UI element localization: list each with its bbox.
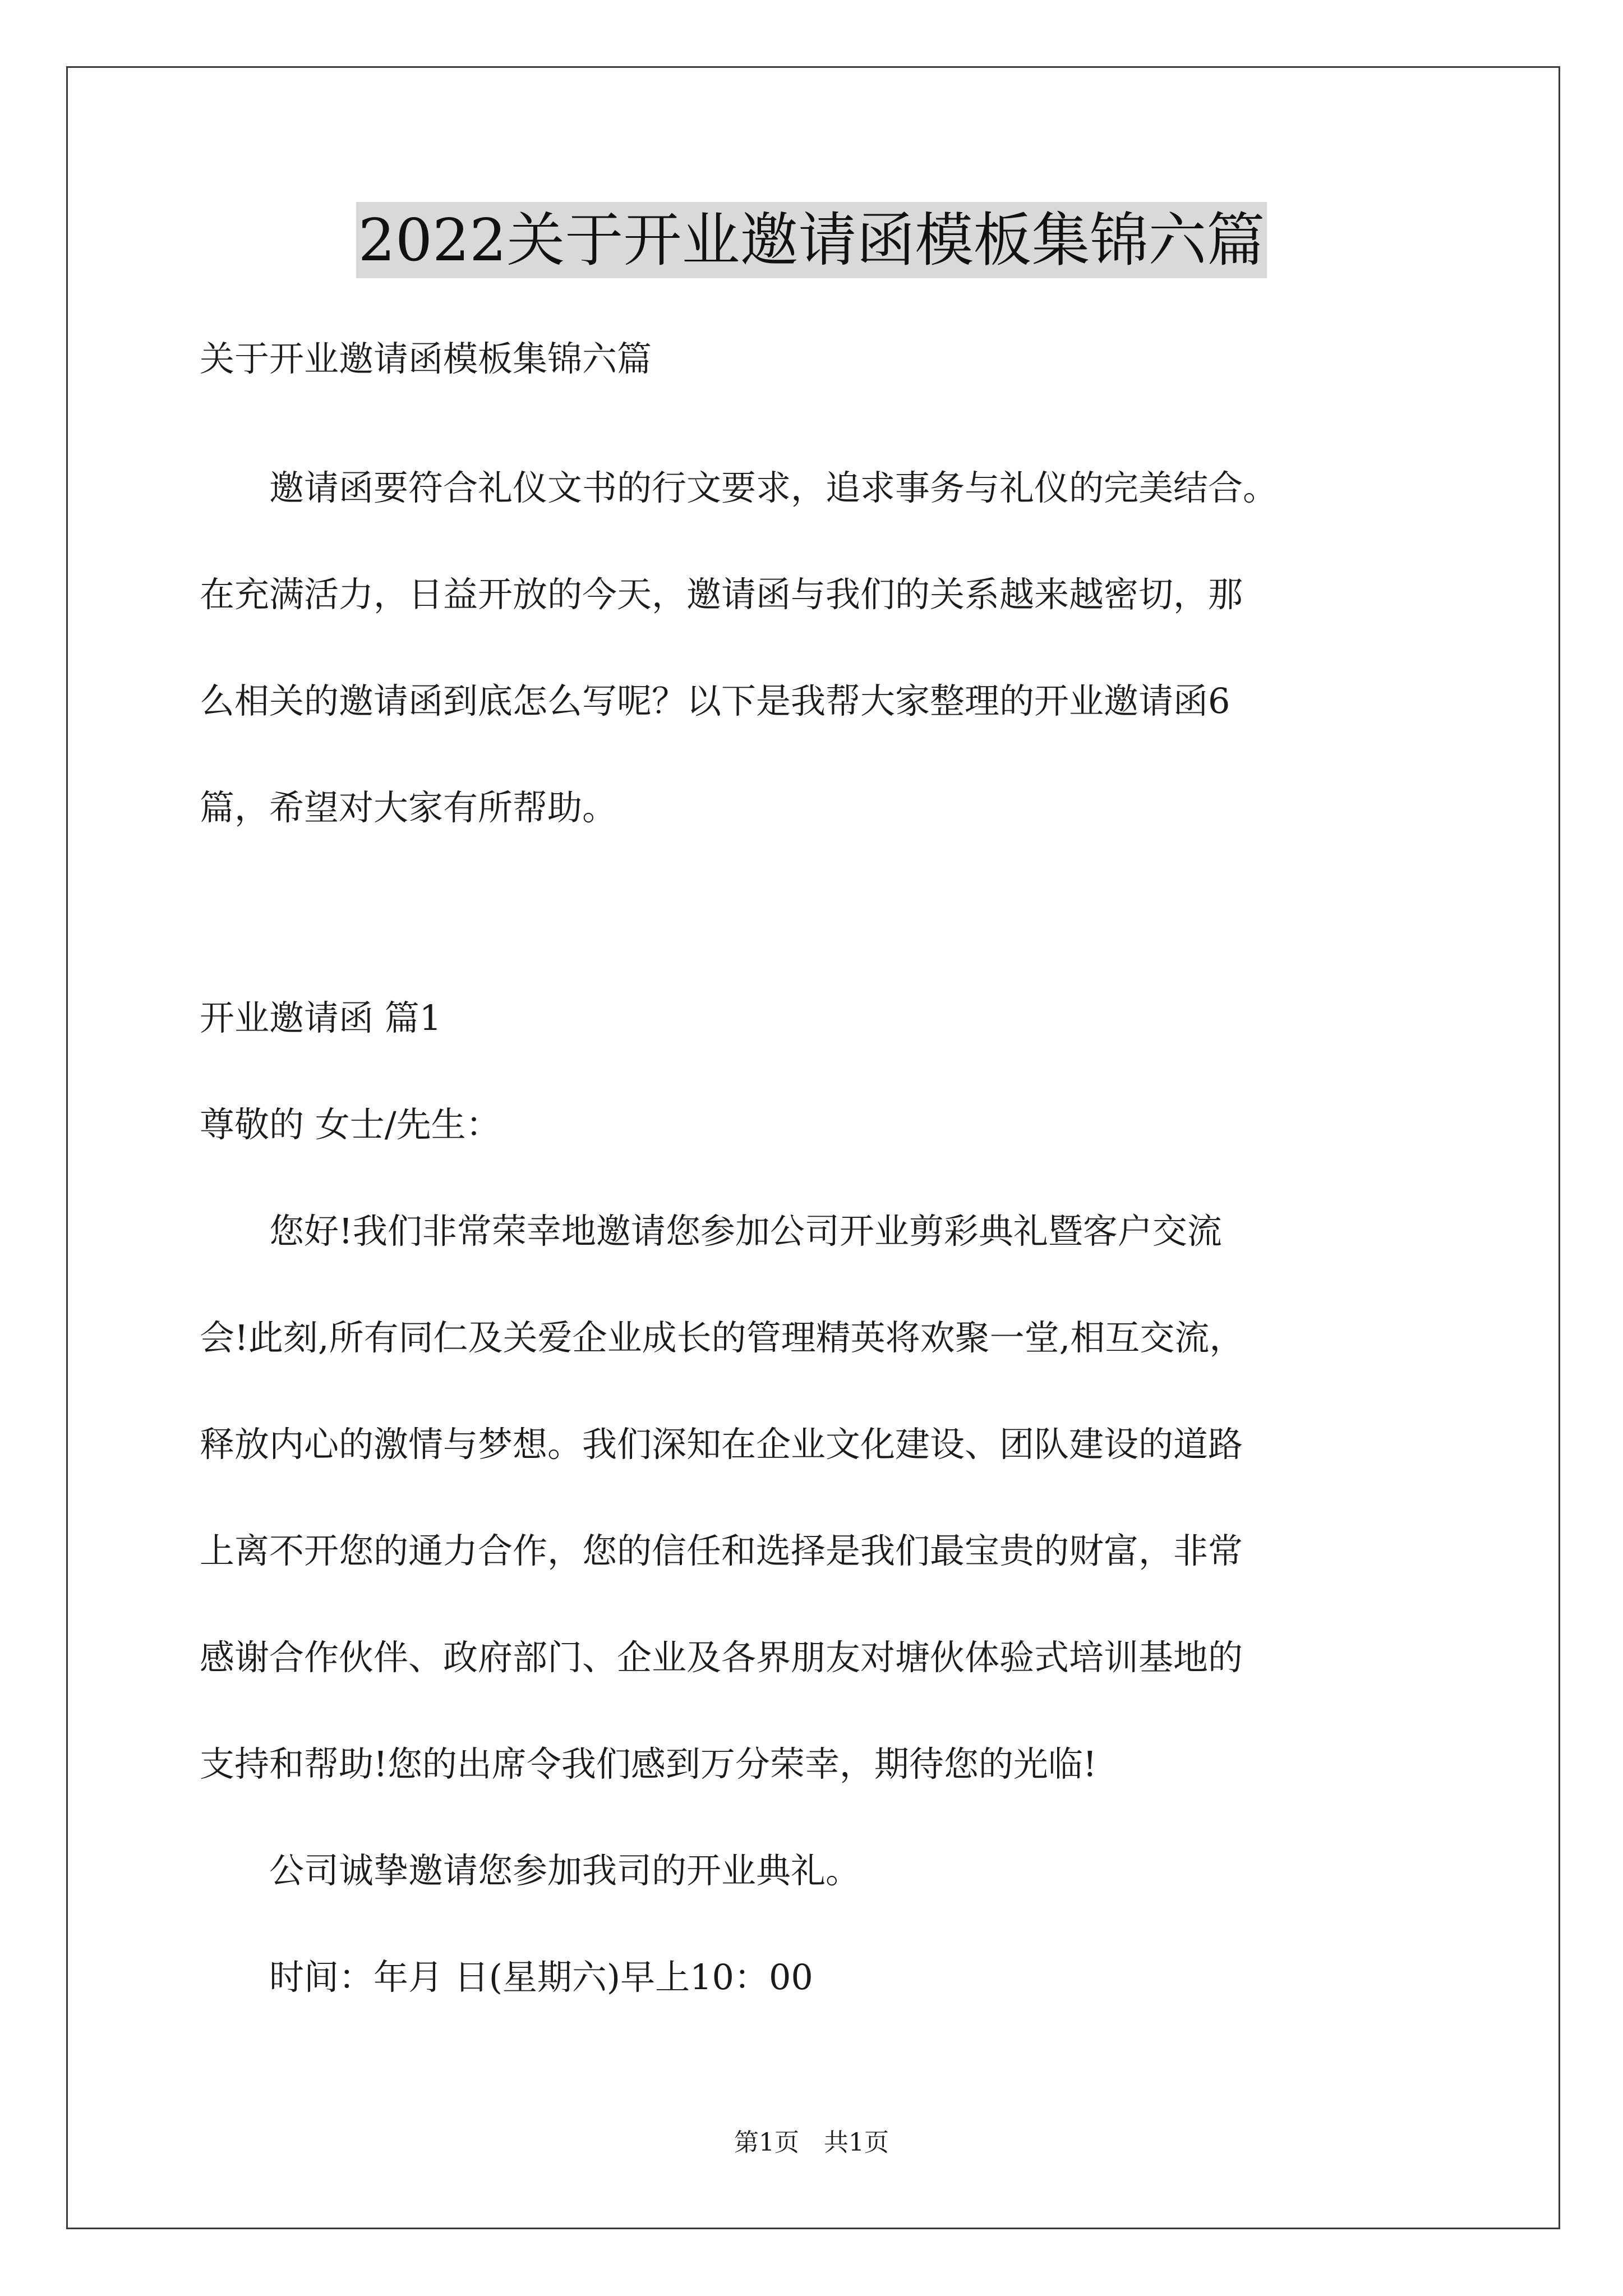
section-heading: 开业邀请函 篇1 bbox=[200, 997, 442, 1038]
time-line: 时间：年月 日(星期六)早上10：00 bbox=[200, 1957, 813, 1998]
page-footer: 第1页 共1页 bbox=[734, 2128, 889, 2157]
salutation: 尊敬的 女士/先生： bbox=[200, 1104, 501, 1145]
title-container bbox=[0, 202, 1623, 278]
document-subtitle: 关于开业邀请函模板集锦六篇 bbox=[200, 338, 652, 379]
intro-line-3: 么相关的邀请函到底怎么写呢？以下是我帮大家整理的开业邀请函6 bbox=[200, 680, 1230, 721]
intro-line-2: 在充满活力，日益开放的今天，邀请函与我们的关系越来越密切，那 bbox=[200, 574, 1243, 615]
letter-line-5: 感谢合作伙伴、政府部门、企业及各界朋友对塘伙体验式培训基地的 bbox=[200, 1637, 1243, 1678]
intro-line-1: 邀请函要符合礼仪文书的行文要求，追求事务与礼仪的完美结合。 bbox=[200, 467, 1278, 508]
invite-line: 公司诚挚邀请您参加我司的开业典礼。 bbox=[200, 1850, 861, 1891]
letter-line-2: 会!此刻,所有同仁及关爱企业成长的管理精英将欢聚一堂,相互交流， bbox=[200, 1317, 1244, 1358]
intro-line-4: 篇，希望对大家有所帮助。 bbox=[200, 787, 617, 828]
document-title: 2022关于开业邀请函模板集锦六篇 bbox=[356, 202, 1267, 278]
letter-line-1: 您好!我们非常荣幸地邀请您参加公司开业剪彩典礼暨客户交流 bbox=[200, 1211, 1222, 1251]
letter-line-4: 上离不开您的通力合作，您的信任和选择是我们最宝贵的财富，非常 bbox=[200, 1530, 1243, 1571]
letter-line-6: 支持和帮助!您的出席令我们感到万分荣幸，期待您的光临! bbox=[200, 1743, 1097, 1784]
letter-line-3: 释放内心的激情与梦想。我们深知在企业文化建设、团队建设的道路 bbox=[200, 1424, 1243, 1465]
